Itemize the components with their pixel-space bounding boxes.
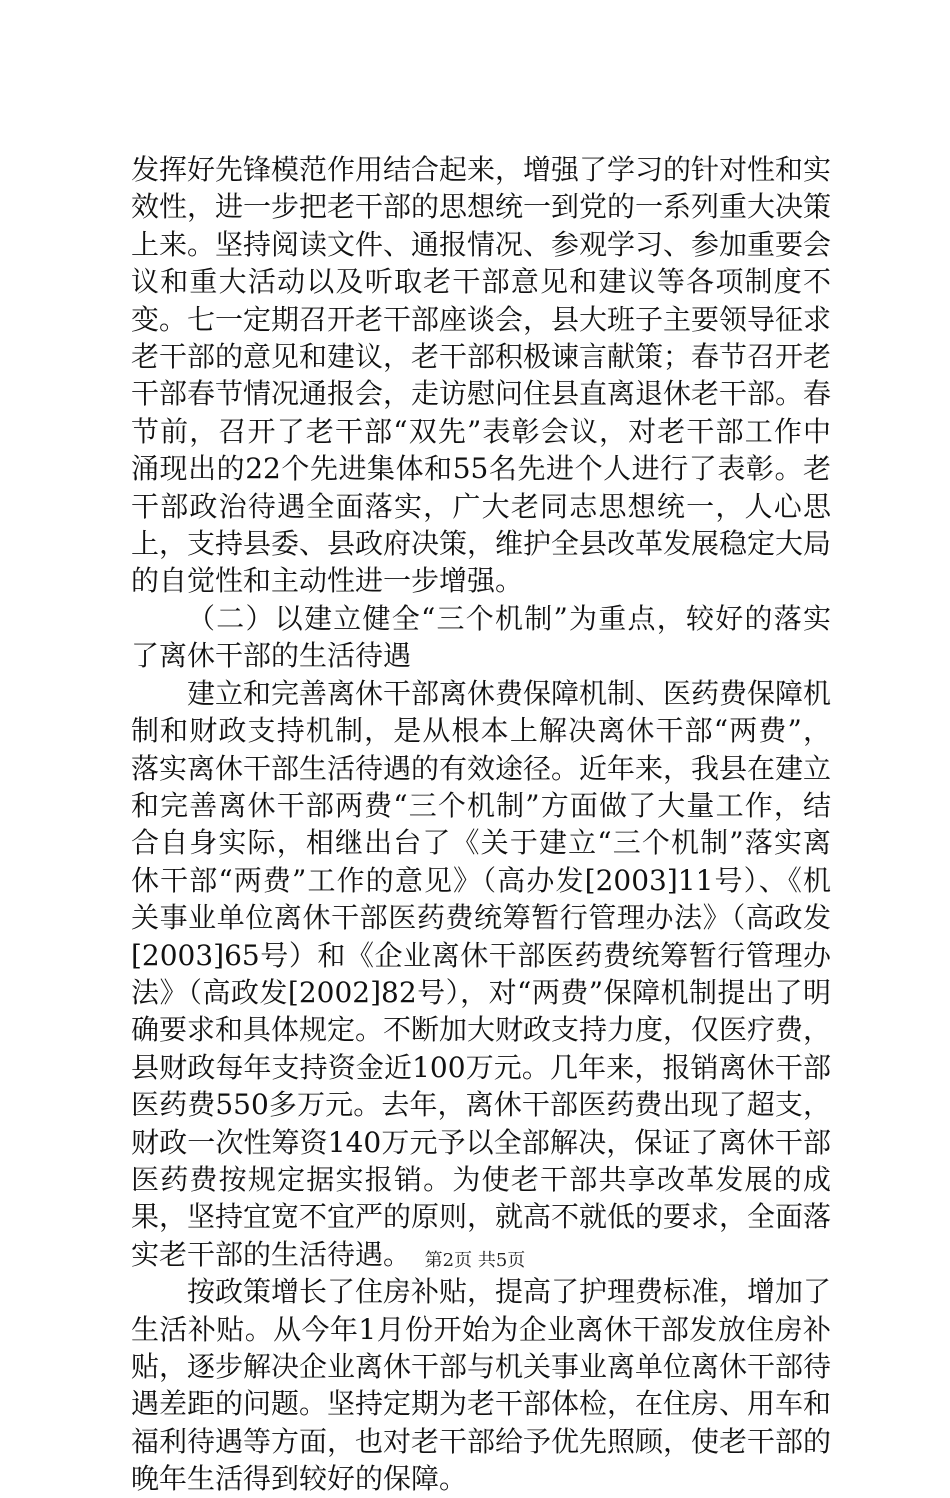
page-number-footer: 第2页 共5页 bbox=[424, 1250, 526, 1271]
paragraph-mechanisms: 建立和完善离休干部离休费保障机制、医药费保障机制和财政支持机制，是从根本上解决离休干部“两费”，落实离休干部生活待遇的有效途径。近年来，我县在建立和完善离休干部两费“三个机制”方面做了大量工作，结合自身实际，相继出台了《关于建立“三个机制”落实离休干部“两费”工作的意见》（高办发[2003]11号）、《机关事业单位离休干部医药费统筹暂行管理办法》（高政发[2003]65号）和《企业离休干部医药费统筹暂行管理办法》（高政发[2002]82号），对“两费”保障机制提出了明确要求和具体规定。不断加大财政支持力度，仅医疗费，县财政每年支持资金近100万元。几年来，报销离休干部医药费550多万元。去年，离休干部医药费出现了超支，财政一次性筹资140万元予以全部解决，保证了离休干部医药费按规定据实报销。为使老干部共享改革发展的成果，坚持宜宽不宜严的原则，就高不就低的要求，全面落实老干部的生活待遇。 bbox=[131, 676, 832, 1271]
section-heading: （二）以建立健全“三个机制”为重点，较好的落实了离休干部的生活待遇 bbox=[131, 601, 831, 673]
document-body bbox=[131, 151, 831, 1498]
paragraph-subsidies: 按政策增长了住房补贴，提高了护理费标准，增加了生活补贴。从今年1月份开始为企业离休干部发放住房补贴，逐步解决企业离休干部与机关事业离单位离休干部待遇差距的问题。坚持定期为老干部体检，在住房、用车和福利待遇等方面，也对老干部给予优先照顾，使老干部的晚年生活得到较好的保障。 bbox=[131, 1275, 832, 1496]
paragraph-continuation: 发挥好先锋模范作用结合起来，增强了学习的针对性和实效性，进一步把老干部的思想统一到党的一系列重大决策上来。坚持阅读文件、通报情况、参观学习、参加重要会议和重大活动以及听取老干部意见和建议等各项制度不变。七一定期召开老干部座谈会，县大班子主要领导征求老干部的意见和建议，老干部积极谏言献策；春节召开老干部春节情况通报会，走访慰问住县直离退休老干部。春节前，召开了老干部“双先”表彰会议，对老干部工作中涌现出的22个先进集体和55名先进个人进行了表彰。老干部政治待遇全面落实，广大老同志思想统一，人心思上，支持县委、县政府决策，维护全县改革发展稳定大局的自觉性和主动性进一步增强。 bbox=[131, 153, 832, 598]
